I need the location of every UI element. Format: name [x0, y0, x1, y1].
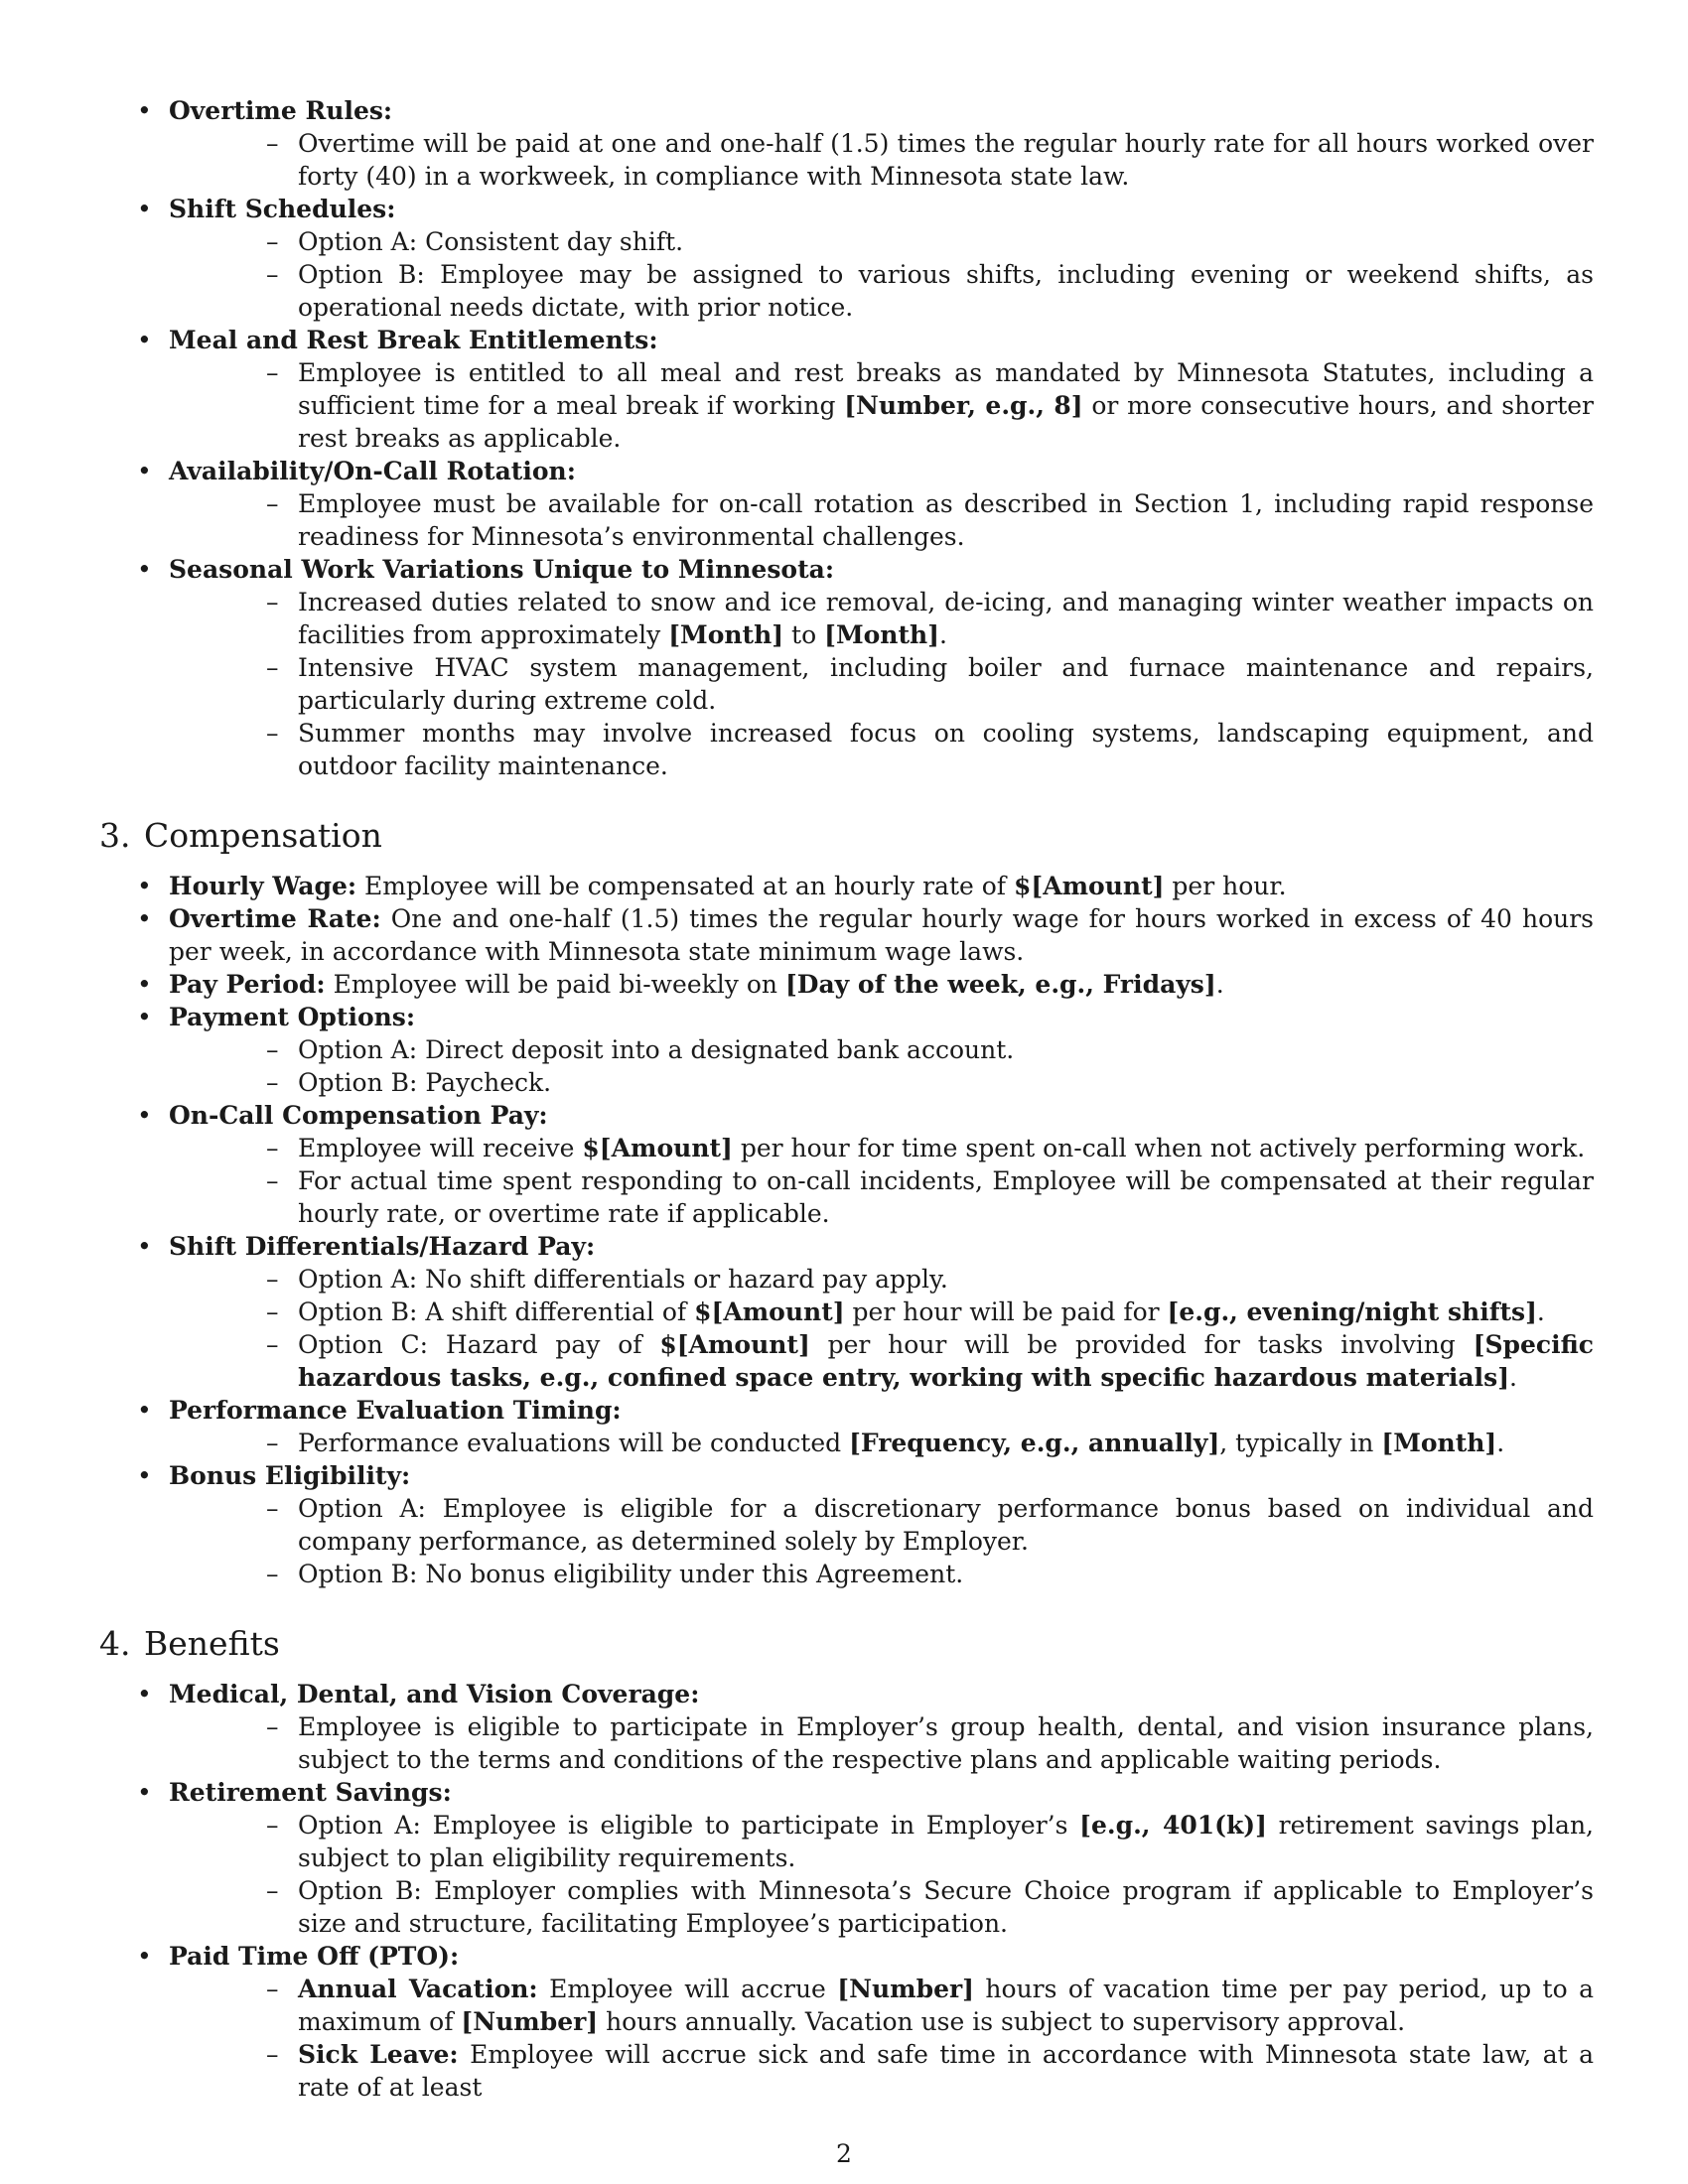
text: Employee is entitled to all meal and rest breaks as mandated by Minnesota Statutes, including a sufficient time for a meal break if working: [298, 358, 1594, 420]
item-label: Retirement Savings:: [169, 1778, 452, 1807]
list-item: [99, 1678, 1594, 1776]
list-item: [99, 1230, 1594, 1394]
sub-item: [169, 1427, 1594, 1459]
sub-item: – Intensive HVAC system management, including boiler and furnace maintenance and repairs, particularly during extreme cold.: [169, 651, 1594, 717]
list-item: [99, 968, 1594, 1001]
text: hours of vacation time per pay period, up to a maximum of: [298, 1975, 1594, 2036]
text: Option A: Employee is eligible to participate in Employer’s: [298, 1811, 1080, 1840]
text: per hour will be paid for: [844, 1297, 1168, 1326]
item-label: Shift Schedules:: [169, 195, 396, 223]
list-item: [99, 1459, 1594, 1590]
sub-item: – Option A: Employee is eligible for a discretionary performance bonus based on individual and company performance, as determined solely by Employer.: [169, 1492, 1594, 1558]
sub-item: – Employee must be available for on-call rotation as described in Section 1, including rapid response readiness for Minnesota’s environmental challenges.: [169, 487, 1594, 553]
placeholder: [Number, e.g., 8]: [844, 391, 1083, 420]
item-label: Shift Differentials/Hazard Pay:: [169, 1232, 596, 1261]
sub-item: – Option A: Consistent day shift.: [169, 225, 1594, 258]
sub-item: [169, 586, 1594, 651]
sub-item: [169, 356, 1594, 455]
sub-item: [169, 1973, 1594, 2038]
section-2-list: [99, 94, 1594, 782]
list-item: [99, 1776, 1594, 1940]
placeholder: [e.g., 401(k)]: [1079, 1811, 1267, 1840]
text: One and one-half (1.5) times the regular hourly wage for hours worked in excess of 40 hours per week, in accordance with Minnesota state minimum wage laws.: [169, 904, 1595, 966]
text: Increased duties related to snow and ice removal, de-icing, and managing winter weather impacts on facilities from approximately: [298, 588, 1594, 649]
placeholder: [Number]: [837, 1975, 974, 2003]
item-label: Bonus Eligibility:: [169, 1461, 411, 1490]
text: per hour for time spent on-call when not actively performing work.: [732, 1134, 1586, 1162]
placeholder: $[Amount]: [659, 1330, 810, 1359]
sub-item: [169, 2038, 1594, 2104]
item-label: Overtime Rate:: [169, 904, 381, 933]
list-item: [99, 902, 1594, 968]
list-item: [99, 1394, 1594, 1459]
sub-item: [169, 1809, 1594, 1874]
text: .: [1509, 1363, 1517, 1392]
placeholder: [Number]: [461, 2007, 599, 2036]
list-item: [99, 1001, 1594, 1099]
sub-item: [169, 1132, 1594, 1164]
item-label: Payment Options:: [169, 1003, 416, 1031]
text: Employee will be paid bi-weekly on: [325, 970, 785, 999]
text: per hour.: [1164, 872, 1287, 900]
sub-item: – Overtime will be paid at one and one-half (1.5) times the regular hourly rate for all hours worked over forty (40) in a workweek, in compliance with Minnesota state law.: [169, 127, 1594, 193]
section-title: Compensation: [144, 816, 382, 855]
sub-item: – Option B: Paycheck.: [169, 1066, 1594, 1099]
sub-item-label: Sick Leave:: [298, 2040, 459, 2069]
placeholder: [Month]: [668, 620, 784, 649]
document-page: [99, 94, 1594, 2104]
placeholder: $[Amount]: [582, 1134, 733, 1162]
sub-item: [169, 1328, 1594, 1394]
item-label: Performance Evaluation Timing:: [169, 1396, 622, 1425]
text: .: [939, 620, 947, 649]
text: to: [783, 620, 825, 649]
item-label: Hourly Wage:: [169, 872, 357, 900]
text: , typically in: [1219, 1429, 1382, 1457]
text: Employee will accrue sick and safe time in accordance with Minnesota state law, at a rate of at least: [298, 2040, 1594, 2102]
sub-item: – Option B: Employee may be assigned to various shifts, including evening or weekend shifts, as operational needs dictate, with prior notice.: [169, 258, 1594, 324]
sub-item: – For actual time spent responding to on-call incidents, Employee will be compensated at their regular hourly rate, or overtime rate if applicable.: [169, 1164, 1594, 1230]
sub-item: – Option B: Employer complies with Minnesota’s Secure Choice program if applicable to Employer’s size and structure, facilitating Employee’s participation.: [169, 1874, 1594, 1940]
placeholder: $[Amount]: [1013, 872, 1165, 900]
item-label: Paid Time Off (PTO):: [169, 1942, 460, 1971]
section-4-list: [99, 1678, 1594, 2104]
placeholder: [Month]: [824, 620, 940, 649]
placeholder: [Day of the week, e.g., Fridays]: [784, 970, 1216, 999]
text: .: [1215, 970, 1224, 999]
list-item: [99, 94, 1594, 193]
placeholder: [e.g., evening/night shifts]: [1167, 1297, 1537, 1326]
sub-item: – Employee is eligible to participate in Employer’s group health, dental, and vision insurance plans, subject to the terms and conditions of the respective plans and applicable waiting periods.: [169, 1710, 1594, 1776]
list-item: [99, 870, 1594, 902]
item-label: Pay Period:: [169, 970, 326, 999]
list-item: [99, 455, 1594, 553]
list-item: [99, 1940, 1594, 2104]
section-number: 3.: [99, 816, 131, 855]
sub-item: – Summer months may involve increased focus on cooling systems, landscaping equipment, and outdoor facility maintenance.: [169, 717, 1594, 782]
text: Employee will accrue: [537, 1975, 838, 2003]
section-heading: [99, 816, 1594, 856]
list-item: [99, 553, 1594, 782]
placeholder: [Specific hazardous tasks, e.g., confined space entry, working with specific hazardous materials]: [298, 1330, 1594, 1392]
item-label: Availability/On-Call Rotation:: [169, 457, 576, 485]
text: retirement savings plan, subject to plan eligibility requirements.: [298, 1811, 1594, 1872]
sub-item-label: Annual Vacation:: [298, 1975, 538, 2003]
text: Employee will be compensated at an hourly rate of: [356, 872, 1014, 900]
list-item: [99, 324, 1594, 455]
section-heading: [99, 1624, 1594, 1664]
item-label: Meal and Rest Break Entitlements:: [169, 326, 658, 354]
sub-item: – Option B: No bonus eligibility under this Agreement.: [169, 1558, 1594, 1590]
placeholder: [Month]: [1381, 1429, 1497, 1457]
item-label: Seasonal Work Variations Unique to Minnesota:: [169, 555, 835, 584]
text: per hour will be provided for tasks involving: [809, 1330, 1474, 1359]
section-number: 4.: [99, 1624, 131, 1663]
item-label: Overtime Rules:: [169, 96, 393, 125]
sub-item: – Option A: Direct deposit into a designated bank account.: [169, 1033, 1594, 1066]
text: Option B: A shift differential of: [298, 1297, 695, 1326]
section-3-list: [99, 870, 1594, 1590]
sub-item: [169, 1296, 1594, 1328]
sub-item: – Option A: No shift differentials or hazard pay apply.: [169, 1263, 1594, 1296]
text: Option C: Hazard pay of: [298, 1330, 660, 1359]
list-item: [99, 1099, 1594, 1230]
text: hours annually. Vacation use is subject to supervisory approval.: [598, 2007, 1406, 2036]
item-label: On-Call Compensation Pay:: [169, 1101, 548, 1130]
text: or more consecutive hours, and shorter rest breaks as applicable.: [298, 391, 1594, 453]
page-number: 2: [836, 2139, 852, 2168]
list-item: [99, 193, 1594, 324]
text: .: [1536, 1297, 1545, 1326]
placeholder: $[Amount]: [694, 1297, 845, 1326]
text: .: [1496, 1429, 1505, 1457]
text: Employee will receive: [298, 1134, 583, 1162]
section-title: Benefits: [144, 1624, 280, 1663]
placeholder: [Frequency, e.g., annually]: [849, 1429, 1220, 1457]
text: Performance evaluations will be conducted: [298, 1429, 850, 1457]
item-label: Medical, Dental, and Vision Coverage:: [169, 1680, 700, 1708]
